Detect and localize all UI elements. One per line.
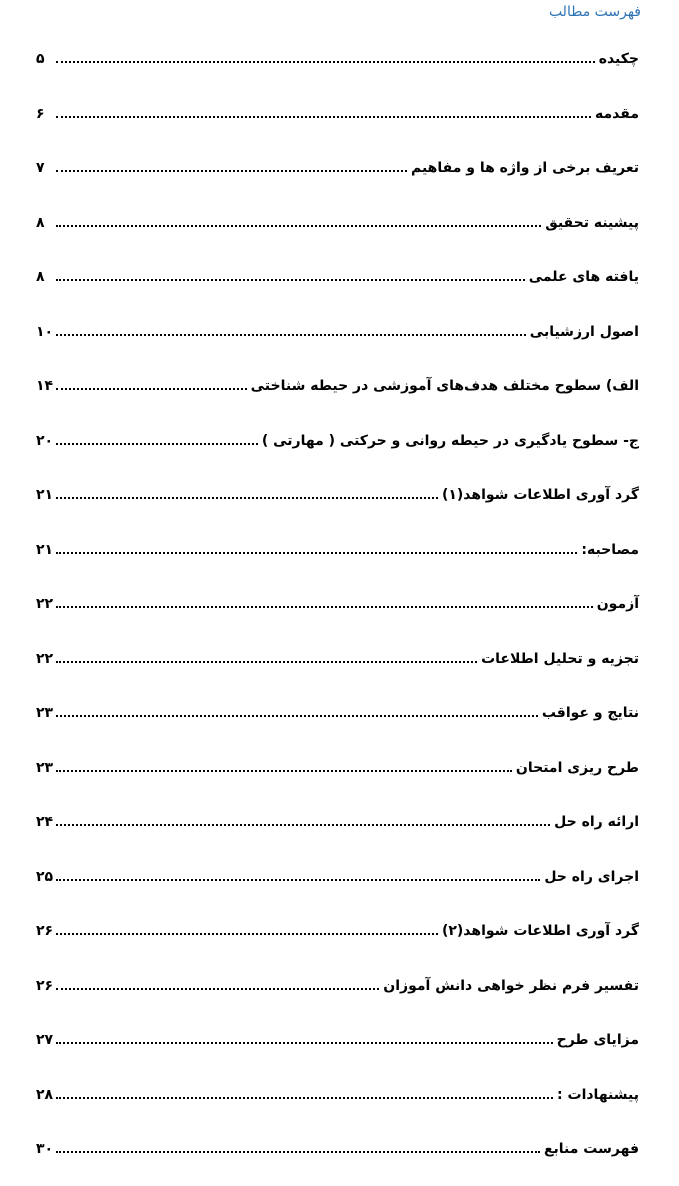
toc-entry[interactable] bbox=[36, 359, 639, 414]
dot-leader bbox=[56, 429, 258, 445]
toc-entry-page-number: ۲۲ bbox=[36, 596, 54, 613]
toc-entry-page-number: ۲۲ bbox=[36, 650, 54, 667]
toc-heading: فهرست مطالب bbox=[548, 4, 641, 20]
toc-entry-title: پیشینه تحقیق bbox=[545, 214, 639, 231]
toc-entry[interactable] bbox=[36, 959, 639, 1014]
toc-entry-title: گرد آوری اطلاعات شواهد(۲) bbox=[441, 923, 639, 940]
toc-entry-title: ارائه راه حل bbox=[554, 814, 639, 831]
toc-entry-title: یافته های علمی bbox=[528, 269, 639, 286]
toc-entry[interactable] bbox=[36, 904, 639, 959]
dot-leader bbox=[56, 974, 379, 990]
toc-entry[interactable] bbox=[36, 632, 639, 687]
toc-entry[interactable] bbox=[36, 250, 639, 305]
toc-entry-page-number: ۲۵ bbox=[36, 868, 54, 885]
toc-entry[interactable] bbox=[36, 523, 639, 578]
toc-entry-title: مصاحبه: bbox=[581, 541, 639, 558]
dot-leader bbox=[56, 919, 438, 935]
toc-entry-page-number: ۱۰ bbox=[36, 323, 54, 340]
dot-leader bbox=[56, 1028, 553, 1044]
toc-entry[interactable] bbox=[36, 305, 639, 360]
toc-entry-title: الف) سطوح مختلف هدف‌های آموزشی در حیطه شناختی bbox=[250, 378, 639, 395]
dot-leader bbox=[56, 647, 477, 663]
toc-entry-title: تجزیه و تحلیل اطلاعات bbox=[481, 650, 639, 667]
toc-entry-title: چکیده bbox=[598, 51, 639, 68]
toc-entry-page-number: ۳۰ bbox=[36, 1141, 54, 1158]
toc-entry-title: تعریف برخی از واژه ها و مفاهیم bbox=[410, 160, 639, 177]
dot-leader bbox=[56, 592, 593, 608]
toc-entry[interactable] bbox=[36, 850, 639, 905]
toc-entry[interactable] bbox=[36, 87, 639, 142]
toc-entry-title: اصول ارزشیابی bbox=[529, 323, 639, 340]
toc-entry[interactable] bbox=[36, 32, 639, 87]
toc-entry-page-number: ۲۸ bbox=[36, 1086, 54, 1103]
dot-leader bbox=[56, 211, 541, 227]
toc-entry-page-number: ۵ bbox=[36, 51, 45, 68]
toc-entry[interactable] bbox=[36, 741, 639, 796]
toc-entry-title: اجرای راه حل bbox=[544, 868, 639, 885]
toc-entry-title: پیشنهادات : bbox=[557, 1086, 639, 1103]
dot-leader bbox=[56, 538, 577, 554]
toc-entry-page-number: ۲۰ bbox=[36, 432, 54, 449]
toc-entry-title: مزایای طرح bbox=[556, 1032, 639, 1049]
toc-entry[interactable] bbox=[36, 196, 639, 251]
toc-entry[interactable] bbox=[36, 1068, 639, 1123]
toc-entry-page-number: ۷ bbox=[36, 160, 45, 177]
toc-entry-title: مقدمه bbox=[595, 105, 639, 122]
toc-entry-page-number: ۲۶ bbox=[36, 923, 54, 940]
toc-entry-page-number: ۶ bbox=[36, 105, 45, 122]
toc-entry-page-number: ۲۴ bbox=[36, 814, 54, 831]
toc-entry-title: فهرست منابع bbox=[543, 1141, 639, 1158]
toc-entry[interactable] bbox=[36, 686, 639, 741]
toc-entry-page-number: ۲۶ bbox=[36, 977, 54, 994]
toc-entry-page-number: ۲۳ bbox=[36, 705, 54, 722]
dot-leader bbox=[56, 1083, 553, 1099]
dot-leader bbox=[56, 156, 407, 172]
dot-leader bbox=[56, 374, 247, 390]
toc-entry[interactable] bbox=[36, 577, 639, 632]
toc-entry-title: طرح ریزی امتحان bbox=[515, 759, 639, 776]
dot-leader bbox=[56, 701, 538, 717]
toc-entry-page-number: ۲۱ bbox=[36, 487, 54, 504]
toc-entry[interactable] bbox=[36, 1013, 639, 1068]
dot-leader bbox=[56, 47, 595, 63]
dot-leader bbox=[56, 865, 540, 881]
dot-leader bbox=[56, 483, 438, 499]
toc-entry-page-number: ۲۱ bbox=[36, 541, 54, 558]
dot-leader bbox=[56, 265, 525, 281]
toc-entry-title: نتایج و عواقب bbox=[541, 705, 639, 722]
toc-entry-title: آزمون bbox=[596, 596, 639, 613]
toc-entry-page-number: ۱۴ bbox=[36, 378, 54, 395]
dot-leader bbox=[56, 810, 550, 826]
toc-entry-title: ج- سطوح یادگیری در حیطه روانی و حرکتی ( مهارتی ) bbox=[261, 432, 639, 449]
toc-entry[interactable] bbox=[36, 414, 639, 469]
toc-entry[interactable] bbox=[36, 468, 639, 523]
toc-entry-page-number: ۲۳ bbox=[36, 759, 54, 776]
dot-leader bbox=[56, 756, 512, 772]
toc-entry-title: تفسیر فرم نظر خواهی دانش آموزان bbox=[383, 977, 639, 994]
toc-entry-page-number: ۸ bbox=[36, 269, 45, 286]
toc-entry[interactable] bbox=[36, 1122, 639, 1177]
toc-entry-page-number: ۸ bbox=[36, 214, 45, 231]
dot-leader bbox=[56, 320, 526, 336]
toc-entry[interactable] bbox=[36, 795, 639, 850]
toc-entry[interactable] bbox=[36, 141, 639, 196]
dot-leader bbox=[56, 1137, 540, 1153]
toc-list bbox=[36, 32, 639, 1177]
toc-entry-title: گرد آوری اطلاعات شواهد(۱) bbox=[441, 487, 639, 504]
toc-entry-page-number: ۲۷ bbox=[36, 1032, 54, 1049]
dot-leader bbox=[56, 102, 591, 118]
